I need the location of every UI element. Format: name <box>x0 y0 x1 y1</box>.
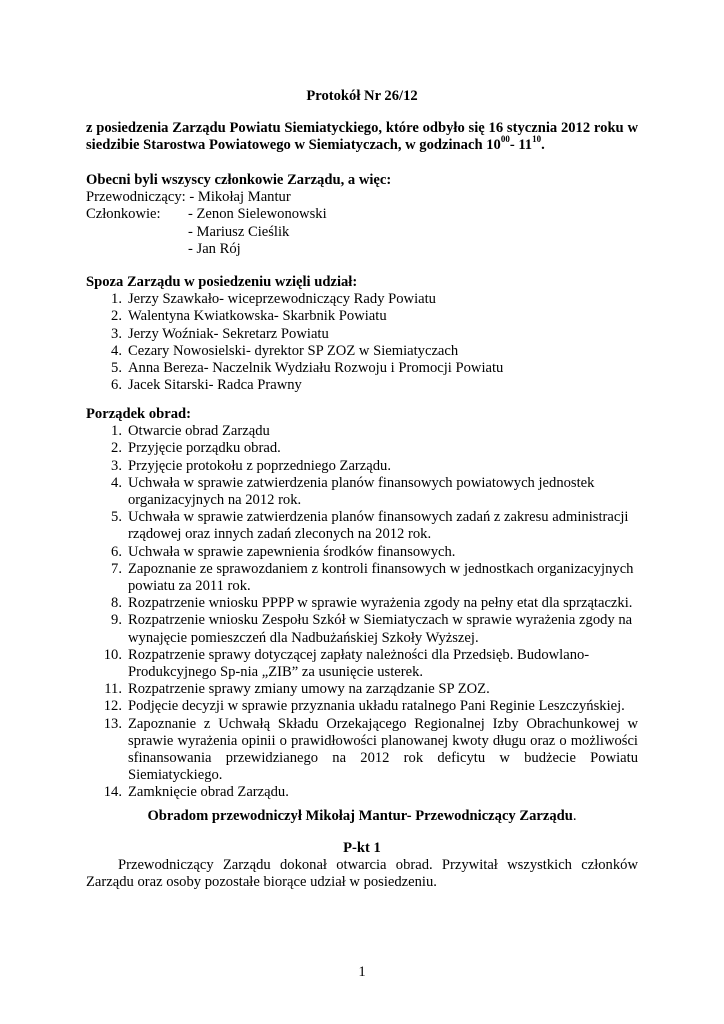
list-number: 13. <box>103 715 122 732</box>
list-number: 5. <box>111 360 122 377</box>
agenda-item <box>86 509 638 543</box>
list-number: 6. <box>111 377 122 394</box>
list-number: 11. <box>104 681 122 698</box>
guest-text: Jerzy Szawkało- wiceprzewodniczący Rady Powiatu <box>128 291 436 308</box>
agenda-list <box>86 423 638 801</box>
agenda-text: Przyjęcie porządku obrad. <box>128 440 281 457</box>
agenda-item <box>86 698 638 715</box>
member-name: - Jan Rój <box>188 240 241 257</box>
agenda-text: Rozpatrzenie wniosku PPPP w sprawie wyrażenia zgody na pełny etat dla sprzątaczki. <box>128 595 633 612</box>
intro-text: z posiedzenia Zarządu Powiatu Siemiatyckiego, które odbyło się 16 stycznia 2012 roku w siedzibie Starostwa Powiatowego w Siemiatyczach, w godzinach 10 <box>86 120 638 154</box>
chair-statement-end: . <box>572 808 577 824</box>
guest-item <box>86 308 638 325</box>
list-number: 10. <box>103 646 122 663</box>
agenda-text: Rozpatrzenie sprawy dotyczącej zapłaty należności dla Przedsięb. Budowlano-Produkcyjnego Sp-nia „ZIB” za usunięcie usterek. <box>128 646 590 681</box>
document-title: Protokół Nr 26/12 <box>306 88 418 104</box>
agenda-item <box>86 544 638 561</box>
intro-paragraph <box>86 120 638 154</box>
list-number: 2. <box>111 308 122 325</box>
guest-item <box>86 377 638 394</box>
agenda-item <box>86 475 638 509</box>
guest-item <box>86 326 638 343</box>
list-number: 9. <box>111 612 122 629</box>
list-number: 4. <box>111 474 122 491</box>
list-number: 7. <box>111 560 122 577</box>
guest-item <box>86 343 638 360</box>
chair-statement-text: Obradom przewodniczył Mikołaj Mantur- Przewodniczący Zarządu <box>147 808 573 824</box>
list-number: 12. <box>103 698 122 715</box>
guests-heading: Spoza Zarządu w posiedzeniu wzięli udział: <box>86 274 358 290</box>
guest-item <box>86 291 638 308</box>
list-number: 4. <box>111 342 122 359</box>
member-row <box>86 224 638 241</box>
member-name: - Zenon Sielewonowski <box>188 206 327 223</box>
guest-text: Jerzy Woźniak- Sekretarz Powiatu <box>128 325 329 342</box>
list-number: 3. <box>111 325 122 342</box>
chair-name: - Mikołaj Mantur <box>189 189 291 206</box>
agenda-item <box>86 458 638 475</box>
agenda-item <box>86 440 638 457</box>
agenda-text: Przyjęcie protokołu z poprzedniego Zarządu. <box>128 457 391 474</box>
chair-label: Przewodniczący: <box>86 189 186 206</box>
page-number: 1 <box>358 964 366 980</box>
agenda-text: Zapoznanie ze sprawozdaniem z kontroli finansowych w jednostkach organizacyjnych powiatu za 2011 rok. <box>128 560 634 595</box>
list-number: 2. <box>111 440 122 457</box>
guest-text: Anna Bereza- Naczelnik Wydziału Rozwoju i Promocji Powiatu <box>128 360 504 377</box>
agenda-item <box>86 784 638 801</box>
list-number: 1. <box>111 423 122 440</box>
section-heading: P-kt 1 <box>343 840 381 856</box>
agenda-section <box>86 406 638 802</box>
agenda-text: Zamknięcie obrad Zarządu. <box>128 784 289 801</box>
agenda-text: Podjęcie decyzji w sprawie przyznania układu ratalnego Pani Reginie Leszczyńskiej. <box>128 698 625 715</box>
guests-list <box>86 291 638 394</box>
guest-text: Cezary Nowosielski- dyrektor SP ZOZ w Siemiatyczach <box>128 342 459 359</box>
agenda-text: Uchwała w sprawie zapewnienia środków finansowych. <box>128 543 456 560</box>
list-number: 3. <box>111 457 122 474</box>
chair-statement <box>0 808 724 825</box>
agenda-item <box>86 647 638 681</box>
list-number: 1. <box>111 291 122 308</box>
chair-row <box>86 189 638 206</box>
guest-text: Jacek Sitarski- Radca Prawny <box>128 377 302 394</box>
agenda-item <box>86 681 638 698</box>
agenda-text: Uchwała w sprawie zatwierdzenia planów finansowych powiatowych jednostek organizacyjnych na 2012 rok. <box>128 474 595 509</box>
members-row <box>86 206 638 223</box>
list-number: 5. <box>111 509 122 526</box>
list-number: 14. <box>103 784 122 801</box>
guests-section <box>86 274 638 394</box>
member-name: - Mariusz Cieślik <box>188 223 290 240</box>
agenda-item <box>86 595 638 612</box>
time-start-sup: 00 <box>500 134 510 145</box>
guest-item <box>86 360 638 377</box>
section-body: Przewodniczący Zarządu dokonał otwarcia obrad. Przywitał wszystkich członków Zarządu oraz osoby pozostałe biorące udział w posiedzeniu. <box>86 857 638 891</box>
present-section <box>86 172 638 258</box>
agenda-item <box>86 561 638 595</box>
members-label: Członkowie: <box>86 206 161 223</box>
agenda-text: Rozpatrzenie wniosku Zespołu Szkół w Siemiatyczach w sprawie wyrażenia zgody na wynajęcie pomieszczeń dla Nadbużańskiej Szkoły Wyższej. <box>128 612 633 646</box>
list-number: 8. <box>111 595 122 612</box>
guest-text: Walentyna Kwiatkowska- Skarbnik Powiatu <box>128 308 387 325</box>
list-number: 6. <box>111 543 122 560</box>
agenda-heading: Porządek obrad: <box>86 406 191 422</box>
agenda-text: Otwarcie obrad Zarządu <box>128 423 270 440</box>
agenda-text: Rozpatrzenie sprawy zmiany umowy na zarządzanie SP ZOZ. <box>128 681 490 698</box>
agenda-item <box>86 716 638 785</box>
agenda-text: Uchwała w sprawie zatwierdzenia planów finansowych zadań z zakresu administracji rządowej oraz innych zadań zleconych na 2012 rok. <box>128 509 629 543</box>
agenda-item <box>86 423 638 440</box>
present-heading: Obecni byli wszyscy członkowie Zarządu, a więc: <box>86 172 392 188</box>
member-row <box>86 241 638 258</box>
time-end-sup: 10 <box>532 134 542 145</box>
agenda-item <box>86 612 638 646</box>
intro-end: . <box>541 137 545 154</box>
agenda-text: Zapoznanie z Uchwałą Składu Orzekającego Regionalnej Izby Obrachunkowej w sprawie wyrażenia opinii o prawidłowości planowanej kwoty długu oraz o możliwości sfinansowania przewidzianego na 2012 rok deficytu w budżecie Powiatu Siemiatyckiego. <box>128 715 638 784</box>
time-dash: - 11 <box>509 137 533 154</box>
